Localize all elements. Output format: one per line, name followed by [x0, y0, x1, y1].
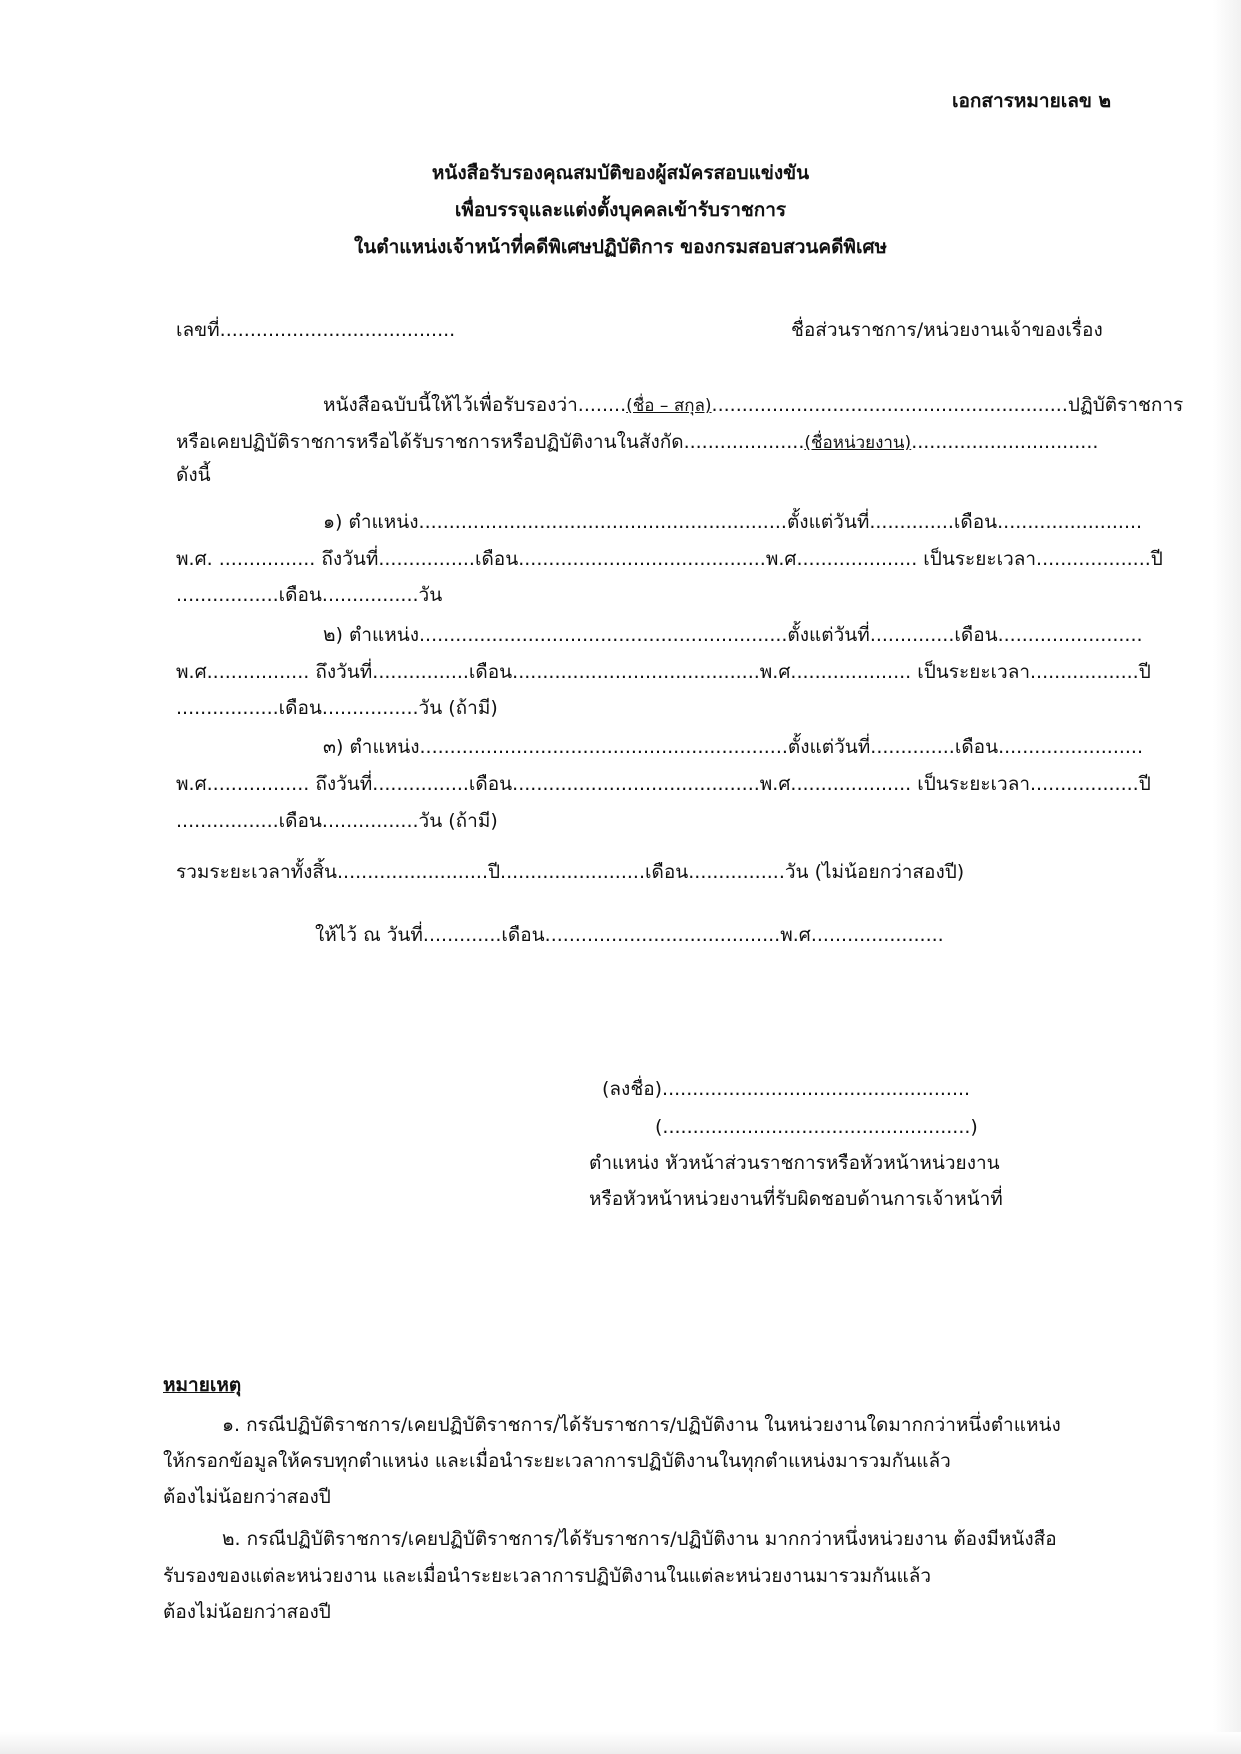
- position-2-line-2: พ.ศ................. ถึงวันที่................เดือน.........................................พ.ศ.................... เป็นระยะเวลา..................ปี: [176, 661, 1151, 683]
- title-line-2: เพื่อบรรจุและแต่งตั้งบุคคลเข้ารับราชการ: [454, 199, 787, 221]
- note-1-line-2: ให้กรอกข้อมูลให้ครบทุกตำแหน่ง และเมื่อนำระยะเวลาการปฏิบัติงานในทุกตำแหน่งมารวมกันแล้ว: [163, 1450, 951, 1472]
- title-line-3: ในตำแหน่งเจ้าหน้าที่คดีพิเศษปฏิบัติการ ของกรมสอบสวนคดีพิเศษ: [353, 236, 888, 258]
- signer-position-2: หรือหัวหน้าหน่วยงานที่รับผิดชอบด้านการเจ้าหน้าที่: [589, 1188, 1003, 1210]
- certification-line-3: ดังนี้: [176, 464, 211, 486]
- position-3-line-3: .................เดือน................วัน (ถ้ามี): [176, 810, 498, 832]
- document-number: เอกสารหมายเลข ๒: [952, 90, 1111, 112]
- certification-suffix: ...........................................................ปฏิบัติราชการ: [711, 394, 1184, 416]
- position-2-line-3: .................เดือน................วัน (ถ้ามี): [176, 697, 498, 719]
- affiliation-suffix: ...............................: [911, 431, 1099, 453]
- position-3-line-1: ๓) ตำแหน่ง.............................................................ตั้งแต่วันที่..............เดือน........................: [323, 736, 1144, 758]
- page-edge-shadow: [1213, 0, 1241, 1754]
- signature-line: (ลงชื่อ)...................................................: [602, 1078, 971, 1100]
- name-hint: (ชื่อ – สกุล): [626, 396, 712, 416]
- note-1-line-1: ๑. กรณีปฏิบัติราชการ/เคยปฏิบัติราชการ/ได้รับราชการ/ปฏิบัติงาน ในหน่วยงานใดมากกว่าหนึ่งตำแหน่ง: [222, 1414, 1061, 1436]
- title-line-1: หนังสือรับรองคุณสมบัติของผู้สมัครสอบแข่งขัน: [431, 162, 810, 184]
- agency-name: ชื่อส่วนราชการ/หน่วยงานเจ้าของเรื่อง: [791, 319, 1103, 341]
- agency-hint: (ชื่อหน่วยงาน): [804, 433, 912, 453]
- page-bottom-shadow: [0, 1732, 1241, 1754]
- certification-line-2: [176, 429, 1098, 456]
- total-duration: รวมระยะเวลาทั้งสิ้น.........................ปี........................เดือน................วัน (ไม่น้อยกว่าสองปี): [176, 861, 965, 883]
- notes-heading: หมายเหตุ: [163, 1374, 242, 1396]
- signer-name: (...................................................): [655, 1116, 978, 1138]
- note-2-line-1: ๒. กรณีปฏิบัติราชการ/เคยปฏิบัติราชการ/ได้รับราชการ/ปฏิบัติงาน มากกว่าหนึ่งหน่วยงาน ต้องมีหนังสือ: [222, 1528, 1057, 1550]
- position-2-line-1: ๒) ตำแหน่ง.............................................................ตั้งแต่วันที่..............เดือน........................: [323, 624, 1143, 646]
- position-1-line-3: .................เดือน................วัน: [176, 584, 443, 606]
- position-1-line-1: ๑) ตำแหน่ง.............................................................ตั้งแต่วันที่..............เดือน........................: [323, 511, 1143, 533]
- certification-line-1: [323, 392, 1183, 419]
- note-2-line-2: รับรองของแต่ละหน่วยงาน และเมื่อนำระยะเวลาการปฏิบัติงานในแต่ละหน่วยงานมารวมกันแล้ว: [163, 1565, 932, 1587]
- issued-date: ให้ไว้ ณ วันที่.............เดือน.......................................พ.ศ......................: [315, 924, 944, 946]
- note-1-line-3: ต้องไม่น้อยกว่าสองปี: [163, 1486, 331, 1508]
- certification-prefix: หนังสือฉบับนี้ให้ไว้เพื่อรับรองว่า........: [323, 394, 627, 416]
- signer-position-1: ตำแหน่ง หัวหน้าส่วนราชการหรือหัวหน้าหน่วยงาน: [589, 1152, 1000, 1174]
- position-1-line-2: พ.ศ. ................ ถึงวันที่................เดือน.........................................พ.ศ.................... เป็นระยะเวลา...................ปี: [176, 548, 1163, 570]
- affiliation-prefix: หรือเคยปฏิบัติราชการหรือได้รับราชการหรือปฏิบัติงานในสังกัด....................: [176, 431, 805, 453]
- note-2-line-3: ต้องไม่น้อยกว่าสองปี: [163, 1601, 331, 1623]
- reference-number: เลขที่.......................................: [176, 319, 456, 341]
- position-3-line-2: พ.ศ................. ถึงวันที่................เดือน.........................................พ.ศ.................... เป็นระยะเวลา..................ปี: [176, 773, 1151, 795]
